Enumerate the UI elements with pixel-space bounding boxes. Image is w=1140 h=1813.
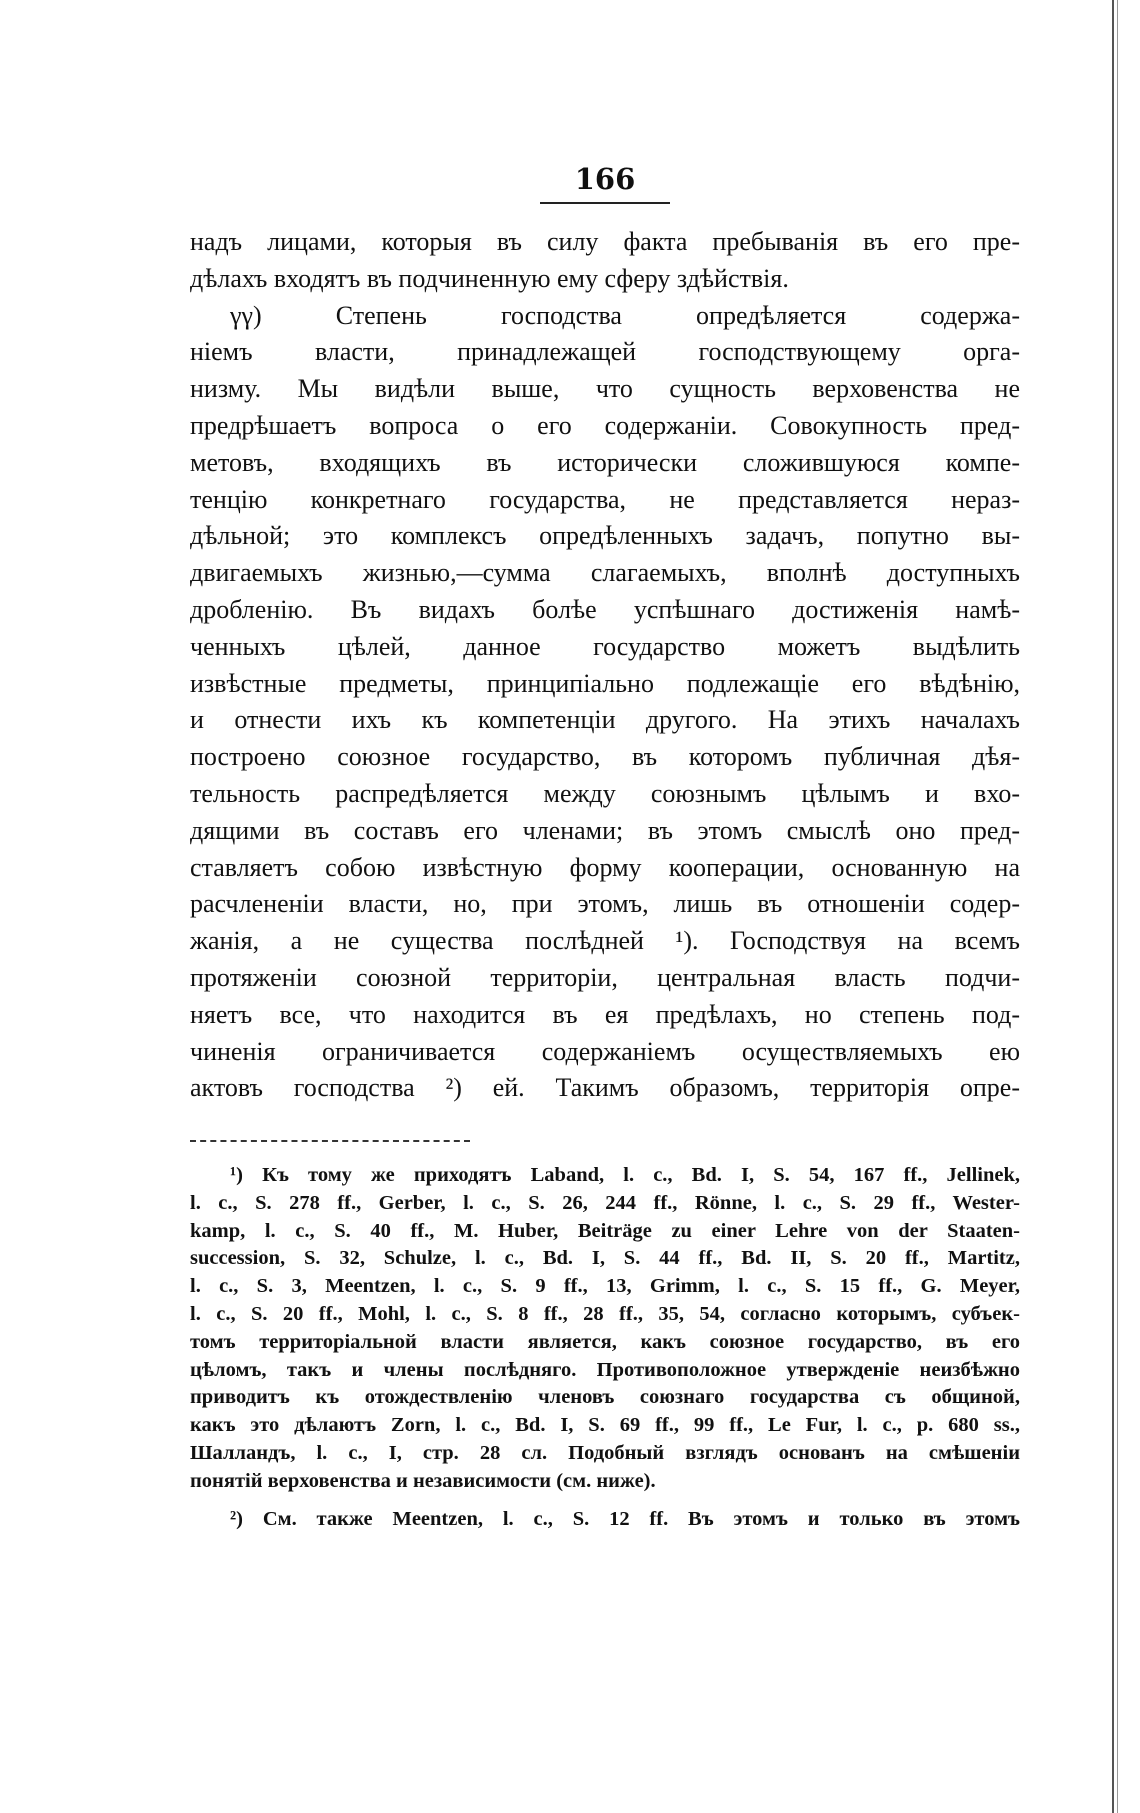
body-line: дѣлахъ входятъ въ подчиненную ему сферу здѣйствія.	[190, 263, 789, 293]
body-line: дробленію. Въ видахъ болѣе успѣшнаго достиженія намѣ-	[190, 594, 1020, 624]
footnote-line: l. c., S. 3, Meentzen, l. c., S. 9 ff., 13, Grimm, l. c., S. 15 ff., G. Meyer,	[190, 1275, 1020, 1298]
body-line: надъ лицами, которыя въ силу факта пребыванія въ его пре-	[190, 227, 1020, 256]
body-line: ніемъ власти, принадлежащей господствующему орга-	[190, 337, 1020, 367]
footnote-line: приводитъ къ отождествленію членовъ союзнаго государства съ общиной,	[190, 1386, 1020, 1409]
footnote-line: l. c., S. 278 ff., Gerber, l. c., S. 26, 244 ff., Rönne, l. c., S. 29 ff., Wester-	[190, 1191, 1020, 1214]
page-number: 166	[540, 162, 670, 204]
page-edge-line	[1112, 0, 1114, 1813]
body-line: дѣльной; это комплексъ опредѣленныхъ задачъ, попутно вы-	[190, 521, 1020, 551]
body-line: ставляетъ собою извѣстную форму кооперации, основанную на	[190, 852, 1020, 882]
body-line: дящими въ составъ его членами; въ этомъ смыслѣ оно пред-	[190, 815, 1020, 845]
body-line: протяженіи союзной территоріи, центральная власть подчи-	[190, 962, 1020, 992]
footnotes	[190, 1162, 1020, 1533]
footnote-line: l. c., S. 20 ff., Mohl, l. c., S. 8 ff., 28 ff., 35, 54, согласно которымъ, субъек-	[190, 1302, 1020, 1325]
footnote-line: ¹) Къ тому же приходятъ Laband, l. c., Bd. I, S. 54, 167 ff., Jellinek,	[230, 1164, 1020, 1186]
body-line: жанія, а не существа послѣдней ¹). Господствуя на всемъ	[190, 926, 1020, 956]
footnote-line: succession, S. 32, Schulze, l. c., Bd. I, S. 44 ff., Bd. II, S. 20 ff., Martitz,	[190, 1247, 1020, 1270]
footnote-line: ²) См. также Meentzen, l. c., S. 12 ff. Въ этомъ и только въ этомъ	[230, 1507, 1020, 1530]
body-line: и отнести ихъ къ компетенціи другого. На этихъ началахъ	[190, 705, 1020, 735]
footnote-line: томъ территоріальной власти является, какъ союзное государство, въ его	[190, 1330, 1020, 1353]
body-line: тельность распредѣляется между союзнымъ цѣлымъ и вхо-	[190, 778, 1020, 808]
footnote-line: какъ это дѣлаютъ Zorn, l. c., Bd. I, S. 69 ff., 99 ff., Le Fur, l. c., p. 680 ss.,	[190, 1414, 1020, 1437]
body-line: извѣстные предметы, принципіально подлежащіе его вѣдѣнію,	[190, 668, 1020, 698]
page-edge-line-thin	[1117, 0, 1118, 1813]
body-line: двигаемыхъ жизнью,—сумма слагаемыхъ, вполнѣ доступныхъ	[190, 558, 1020, 588]
body-line: чиненія ограничивается содержаніемъ осуществляемыхъ ею	[190, 1036, 1020, 1066]
footnote-line: понятій верховенства и независимости (см. ниже).	[190, 1469, 656, 1492]
body-line: актовъ господства ²) ей. Такимъ образомъ, территорія опре-	[190, 1073, 1020, 1103]
body-line: γγ) Степень господства опредѣляется содержа-	[230, 300, 1020, 330]
footnote-line: цѣломъ, такъ и члены послѣдняго. Противоположное утвержденіе неизбѣжно	[190, 1358, 1020, 1381]
body-line: метовъ, входящихъ въ исторически сложившуюся компе-	[190, 447, 1020, 477]
body-line: предрѣшаетъ вопроса о его содержаніи. Совокупность пред-	[190, 410, 1020, 440]
body-line: низму. Мы видѣли выше, что сущность верховенства не	[190, 374, 1020, 404]
footnote-line: Шалландъ, l. c., I, стр. 28 сл. Подобный взглядъ основанъ на смѣшеніи	[190, 1441, 1020, 1464]
body-line: тенцію конкретнаго государства, не представляется нераз-	[190, 484, 1020, 514]
body-line: построено союзное государство, въ которомъ публичная дѣя-	[190, 742, 1020, 772]
body-line: расчлененіи власти, но, при этомъ, лишь въ отношеніи содер-	[190, 889, 1020, 919]
body-line: ченныхъ цѣлей, данное государство можетъ выдѣлить	[190, 631, 1020, 661]
footnote-separator	[190, 1140, 470, 1142]
body-line: няетъ все, что находится въ ея предѣлахъ, но степень под-	[190, 999, 1020, 1029]
footnote-line: kamp, l. c., S. 40 ff., M. Huber, Beiträge zu einer Lehre von der Staaten-	[190, 1219, 1020, 1242]
body-text	[190, 224, 1020, 1107]
